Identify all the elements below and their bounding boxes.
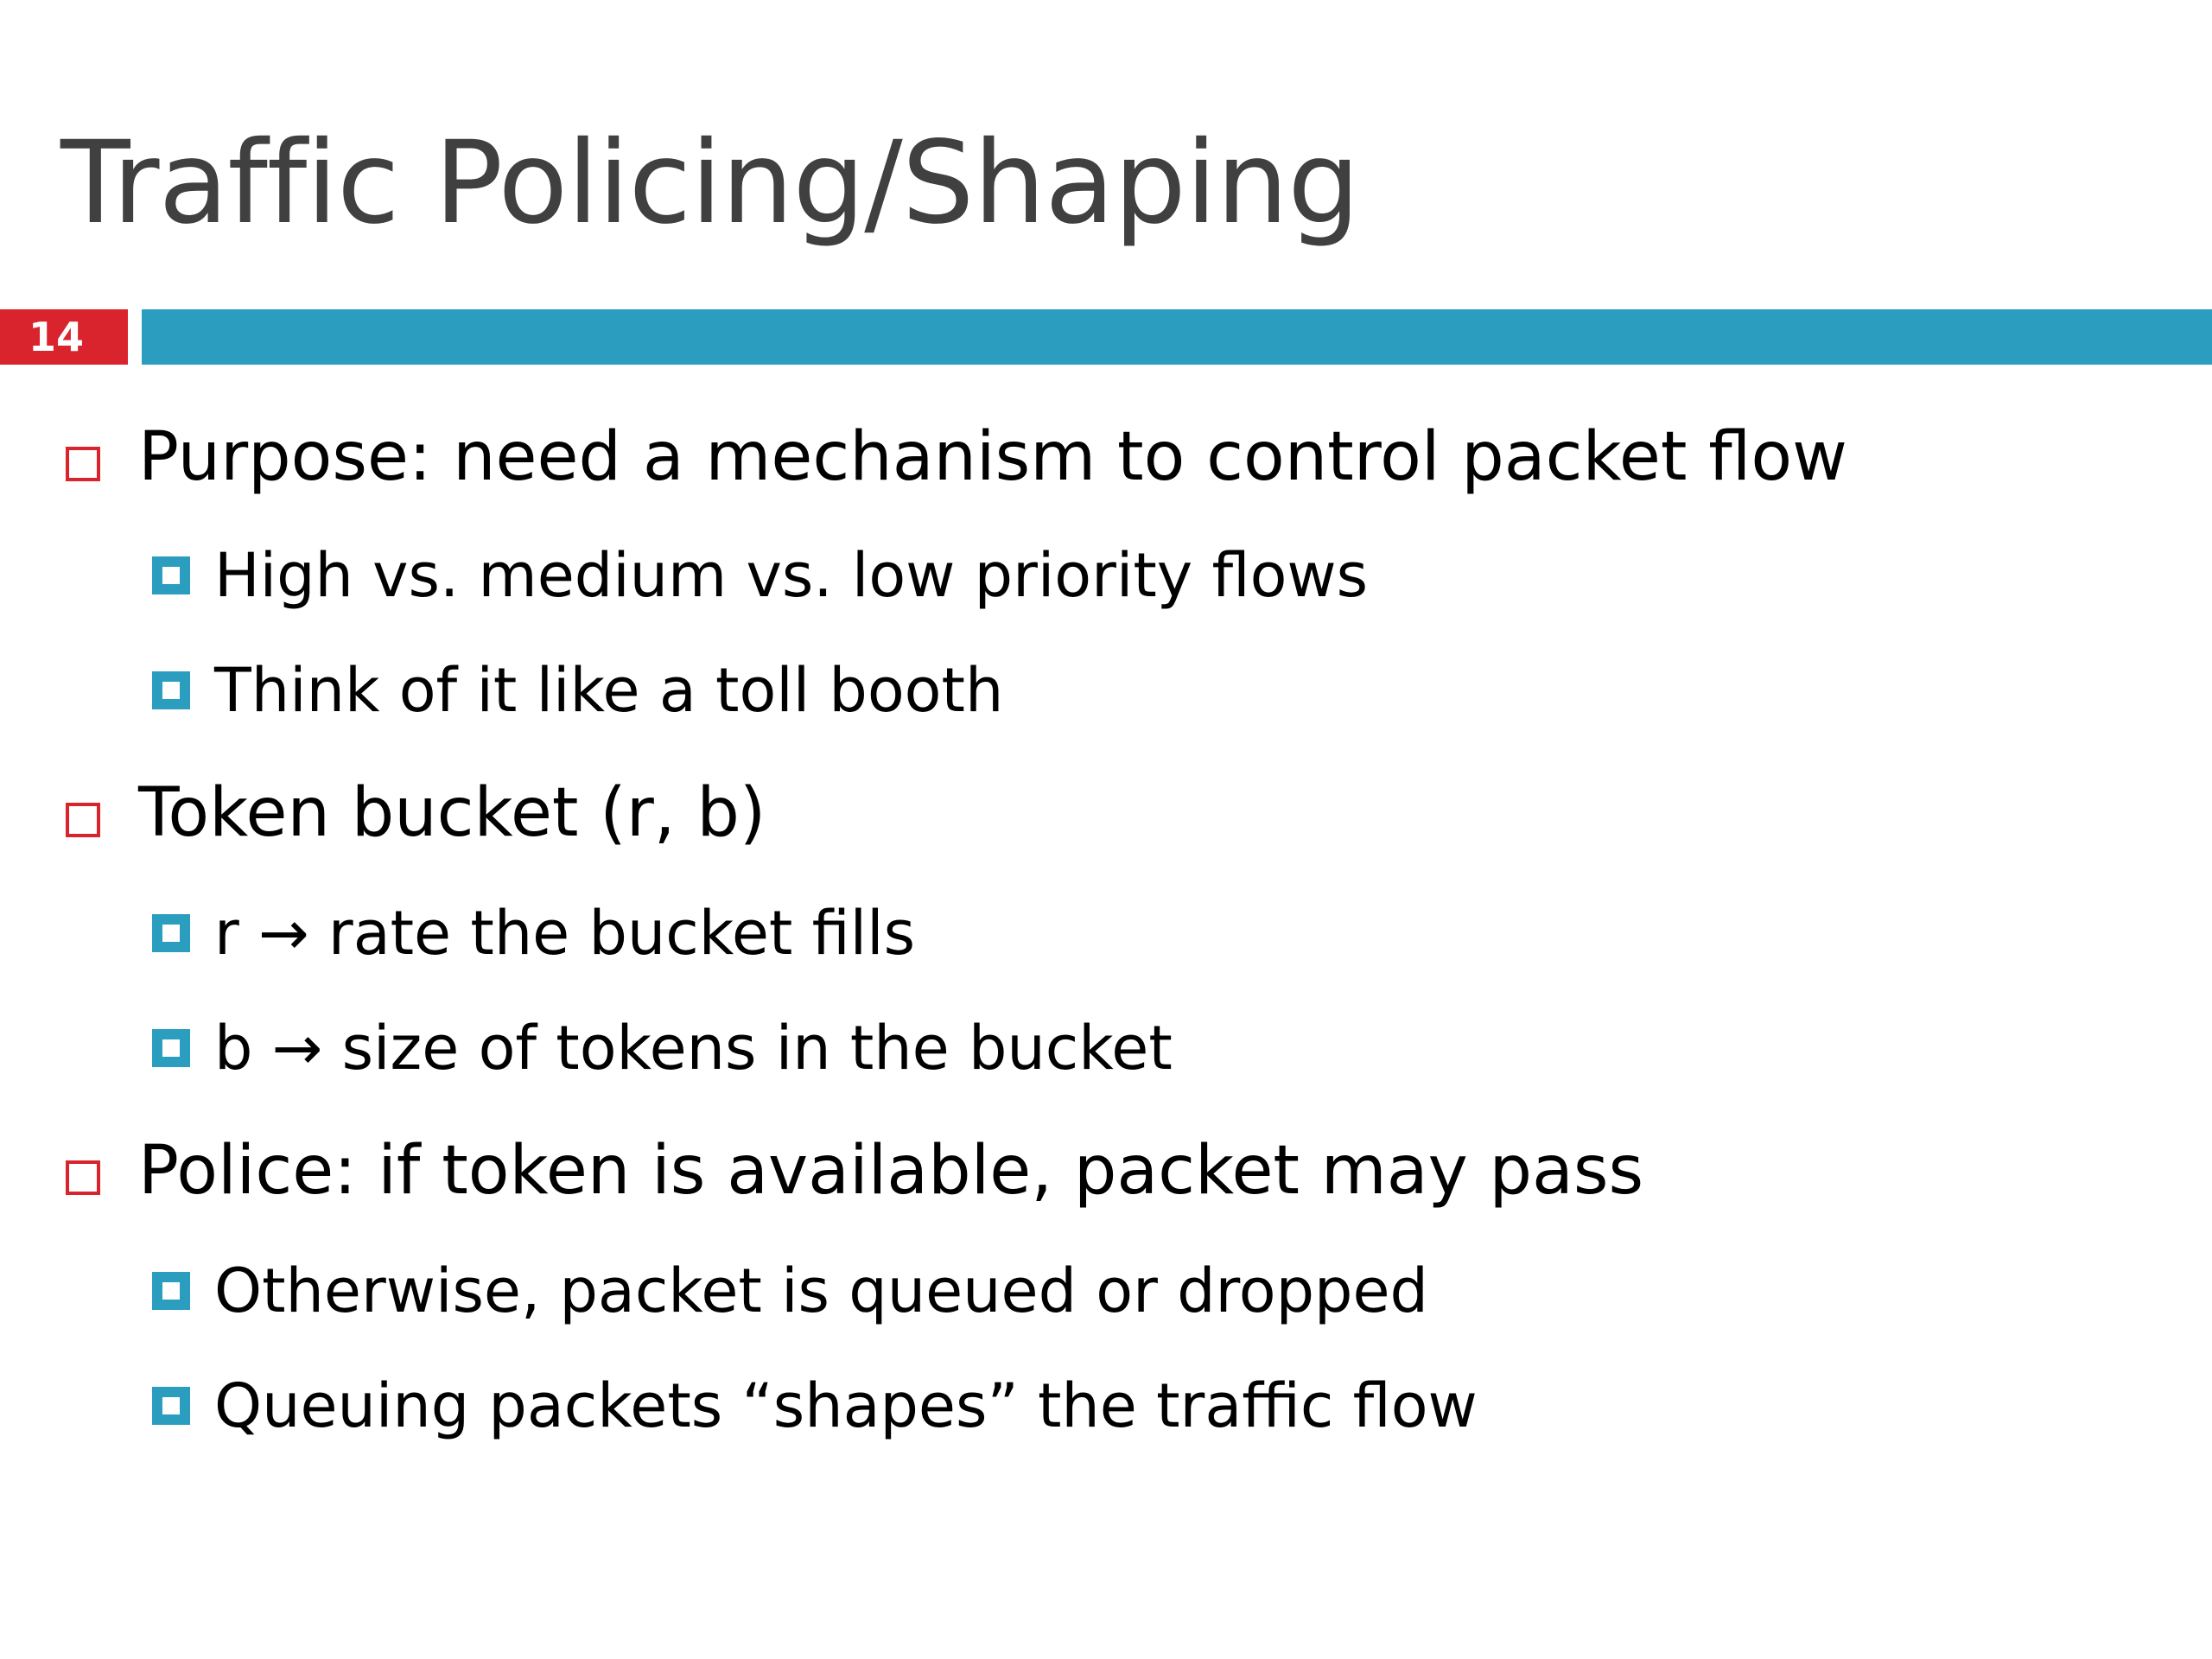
sub-bullet-item: High vs. medium vs. low priority flows: [214, 540, 1369, 611]
sub-bullet-item: r → rate the bucket fills: [214, 898, 916, 969]
sub-bullet-square-icon: [152, 914, 190, 952]
bullet-square-icon: [66, 1160, 100, 1195]
sub-bullet-item: Otherwise, packet is queued or dropped: [214, 1255, 1428, 1326]
sub-bullet-square-icon: [152, 1272, 190, 1310]
slide-title: Traffic Policing/Shaping: [60, 117, 1359, 250]
bullet-item: Purpose: need a mechanism to control packet flow: [138, 418, 1847, 496]
bullet-item: Token bucket (r, b): [138, 774, 766, 852]
sub-bullet-item: Think of it like a toll booth: [214, 655, 1004, 726]
sub-bullet-square-icon: [152, 671, 190, 709]
sub-bullet-item: Queuing packets “shapes” the traffic flow: [214, 1370, 1478, 1441]
sub-bullet-square-icon: [152, 1029, 190, 1067]
sub-bullet-item: b → size of tokens in the bucket: [214, 1013, 1173, 1084]
bullet-item: Police: if token is available, packet may pass: [138, 1132, 1644, 1210]
bullet-square-icon: [66, 447, 100, 481]
title-accent-bar: [142, 309, 2212, 365]
sub-bullet-square-icon: [152, 556, 190, 594]
sub-bullet-square-icon: [152, 1387, 190, 1425]
bullet-square-icon: [66, 803, 100, 837]
slide-number-badge: 14: [0, 309, 128, 365]
